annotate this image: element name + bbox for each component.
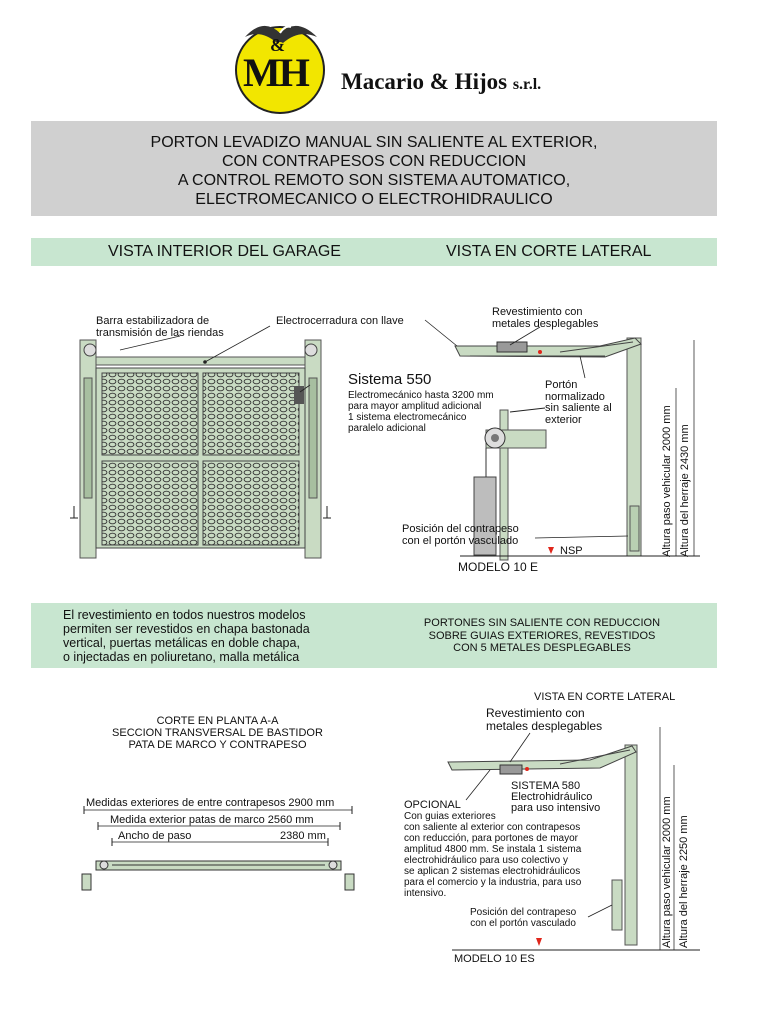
header-interior: VISTA INTERIOR DEL GARAGE <box>108 243 341 260</box>
contrapeso-label-2: Posición del contrapeso con el portón vasculado <box>470 907 577 929</box>
company-name: Macario & Hijos s.r.l. <box>341 69 542 94</box>
revestimiento-label-1: Revestimiento con metales desplegables <box>492 306 599 330</box>
title-line: PORTON LEVADIZO MANUAL SIN SALIENTE AL EXTERIOR, <box>150 134 598 151</box>
ancho-paso-label: Ancho de paso <box>118 830 192 842</box>
header-corte: VISTA EN CORTE LATERAL <box>446 243 652 260</box>
opcional-label: OPCIONAL <box>404 799 461 811</box>
logo-monogram-amp: & <box>270 35 285 55</box>
info-right: PORTONES SIN SALIENTE CON REDUCCION SOBRE GUIAS EXTERIORES, REVESTIDOS CON 5 METALES DESPLEGABLES <box>423 617 661 654</box>
title-line: ELECTROMECANICO O ELECTROHIDRAULICO <box>195 191 553 208</box>
ancho-paso-value: 2380 mm <box>280 830 326 842</box>
opcional-desc: Con guias exteriores con saliente al exterior con contrapesos con reducción, para portones de mayor amplitud 4800 mm. Se instala 1 sistema electrohidráulico para uso colectivo y se aplican 2 sistemas electrohidráulicos para el comercio y la industria, para uso intensivo. <box>404 811 582 899</box>
modelo-10e: MODELO 10 E <box>458 560 539 574</box>
altura-herraje-1: Altura del herraje 2430 mm <box>679 424 691 557</box>
sistema-550-title: Sistema 550 <box>348 371 432 388</box>
nsp-label: NSP <box>560 545 583 557</box>
medida-contrapesos: Medidas exteriores de entre contrapesos 2900 mm <box>86 797 335 809</box>
altura-paso-1: Altura paso vehicular 2000 mm <box>661 405 673 557</box>
medida-patas: Medida exterior patas de marco 2560 mm <box>110 814 314 826</box>
info-left: El revestimiento en todos nuestros modelos permiten ser revestidos en chapa bastonada vertical, puertas metálicas en doble chapa, o injectadas en poliuretano, malla metálica <box>63 608 310 664</box>
revestimiento-label-2: Revestimiento con metales desplegables <box>486 706 603 733</box>
altura-herraje-2: Altura del herraje 2250 mm <box>678 815 690 948</box>
sistema-550-desc: Electromecánico hasta 3200 mm para mayor amplitud adicional 1 sistema electromecánico paralelo adicional <box>348 390 494 434</box>
title-line: A CONTROL REMOTO SON SISTEMA AUTOMATICO, <box>177 172 571 189</box>
title-line: CON CONTRAPESOS CON REDUCCION <box>221 153 527 170</box>
lateral-2-title: VISTA EN CORTE LATERAL <box>534 691 676 703</box>
sistema-580-desc: SISTEMA 580 Electrohidráulico para uso intensivo <box>511 780 601 814</box>
corte-planta-title: CORTE EN PLANTA A-A SECCION TRANSVERSAL DE BASTIDOR PATA DE MARCO Y CONTRAPESO <box>112 715 323 751</box>
altura-paso-2: Altura paso vehicular 2000 mm <box>661 796 673 948</box>
cerradura-label: Electrocerradura con llave <box>276 315 404 327</box>
barra-label: Barra estabilizadora de transmisión de las riendas <box>96 315 224 339</box>
logo-monogram: MH <box>243 50 308 95</box>
porton-label: Portón normalizado sin saliente al exterior <box>545 379 612 426</box>
modelo-10es: MODELO 10 ES <box>454 953 535 965</box>
contrapeso-label-1: Posición del contrapeso con el portón vasculado <box>402 523 519 547</box>
